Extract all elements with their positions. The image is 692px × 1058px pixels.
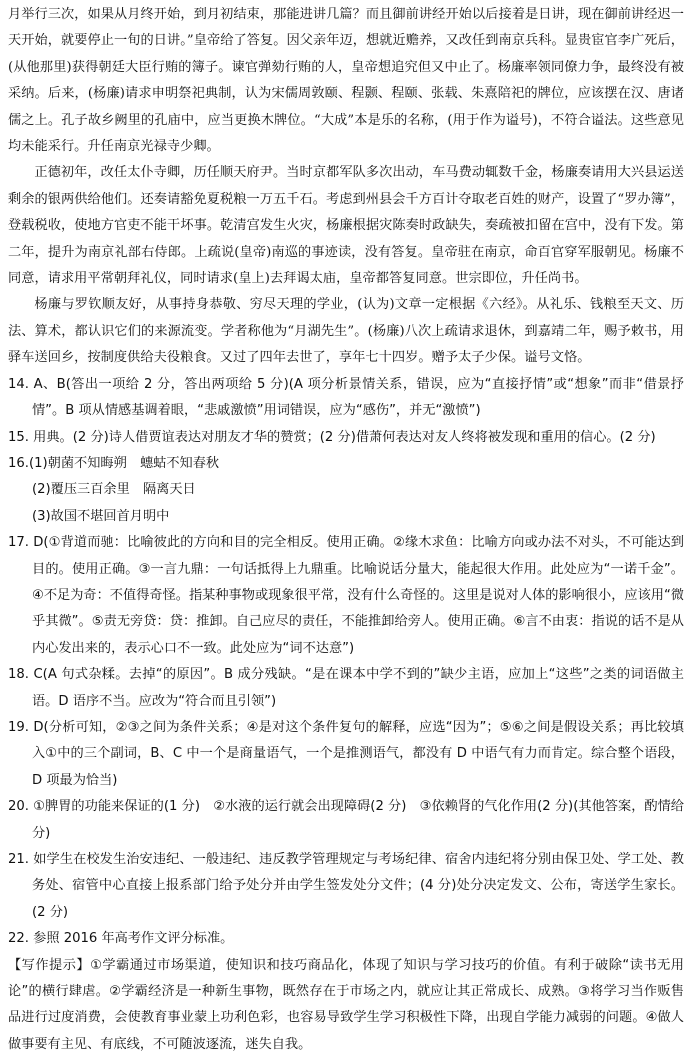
answer-21: 21. 如学生在校发生治安违纪、一般违纪、违反教学管理规定与考场纪律、宿舍内违纪将分别由保卫处、学工处、教务处、宿管中心直接上报系部门给予处分并由学生签发处分文件；(4 分)处分决定发文、公布，寄送学生家长。(2 分) <box>8 852 684 920</box>
answer-16-part-1: (1)朝菌不知晦朔 蟪蛄不知春秋 <box>28 455 220 471</box>
answer-14: 14. A、B(答出一项给 2 分，答出两项给 5 分)(A 项分析景情关系，错误，应为“直接抒情”或“想象”而非“借景抒情”。B 项从情感基调着眼，“悲戚激愤”用词错误，应为“感伤”，并无“激愤”) <box>8 376 684 419</box>
answer-16-part-2: (2)覆压三百余里 隔离天日 <box>32 482 196 498</box>
passage-paragraph-1: 月举行三次，如果从月终开始，到月初结束，那能进讲几篇？而且御前讲经开始以后接着是日讲，现在御前讲经迟一天开始，就要停止一旬的日讲。”皇帝给了答复。因父亲年迈，想就近赡养，又改任到南京兵科。显贵宦官李广死后，(从他那里)获得朝廷大臣行贿的簿子。谏官弹劾行贿的人，皇帝想追究但又中止了。杨廉率领同僚力争，最终没有被采纳。后来，(杨廉)请求申明祭祀典制，认为宋儒周敦颐、程颢、程颐、张载、朱熹陪祀的牌位，应该摆在汉、唐诸儒之上。孔子故乡阙里的孔庙中，应当更换木牌位。“大成”本是乐的名称，(用于作为谥号)，不符合谥法。这些意见均未能采行。升任南京光禄寺少卿。 <box>8 7 684 155</box>
answer-22-writing-tips: 【写作提示】①学霸通过市场渠道，使知识和技巧商品化，体现了知识与学习技巧的价值。有利于破除“读书无用论”的横行肆虐。②学霸经济是一种新生事物，既然存在于市场之内，就应让其正常成长、成熟。③将学习当作贩售品进行过度消费，会使教育事业蒙上功利色彩，也容易导致学生学习积极性下降，出现自学能力减弱的问题。④做人做事要有主见、有底线，不可随波逐流，迷失自我。 <box>8 957 684 1052</box>
answer-20: 20. ①脾胃的功能来保证的(1 分) ②水液的运行就会出现障碍(2 分) ③依赖肾的气化作用(2 分)(其他答案，酌情给分) <box>8 799 684 841</box>
passage-paragraph-2: 正德初年，改任太仆寺卿，历任顺天府尹。当时京都军队多次出动，车马费动辄数千金，杨廉奏请用大兴县运送剩余的银两供给他们。还奏请豁免夏税粮一万五千石。考虑到州县会千方百计夺取老百姓的财产，设置了“罗办簿”，登载税收，使地方官吏不能干坏事。乾清宫发生火灾，杨廉根据灾陈奏时政缺失，奏疏被扣留在宫中，没有下发。第二年，提升为南京礼部右侍郎。上疏说(皇帝)南巡的事迹读，没有答复。皇帝驻在南京，命百官穿军服朝见。杨廉不同意，请求用平常朝拜礼仪，同时请求(皇上)去拜谒太庙，皇帝都答复同意。世宗即位，升任尚书。 <box>8 165 684 287</box>
answer-16-title: 16. <box>8 455 29 471</box>
answer-19: 19. D(分析可知，②③之间为条件关系；④是对这个条件复句的解释，应选“因为”；⑤⑥之间是假设关系；再比较填入①中的三个副词，B、C 中一个是商量语气，一个是推测语气，都没有 D 中语气有力而肯定。综合整个语段，D 项最为恰当) <box>8 719 684 788</box>
passage-paragraph-3: 杨廉与罗钦顺友好，从事持身恭敬、穷尽天理的学业，(认为)文章一定根据《六经》。从礼乐、钱粮至天文、历法、算术，都认识它们的来源流变。学者称他为“月湖先生”。(杨廉)八次上疏请求退休，到嘉靖二年，赐予敕书，用驿车送回乡，按制度供给夫役粮食。又过了四年去世了，享年七十四岁。赠予太子少保。谥号文恪。 <box>8 297 684 366</box>
answer-18: 18. C(A 句式杂糅。去掉“的原因”。B 成分残缺。“是在课本中学不到的”缺少主语，应加上“这些”之类的词语做主语。D 语序不当。应改为“符合而且引领”) <box>8 667 684 709</box>
answer-16-number <box>8 451 684 477</box>
answer-17: 17. D(①背道而驰：比喻彼此的方向和目的完全相反。使用正确。②缘木求鱼：比喻方向或办法不对头，不可能达到目的。使用正确。③一言九鼎：一句话抵得上九鼎重。比喻说话分量大，能起很大作用。此处应为“一诺千金”。④不足为奇：不值得奇怪。指某种事物或现象很平常，没有什么奇怪的。这里是说对人体的影响很小，应该用“微乎其微”。⑤责无旁贷：贷：推卸。自己应尽的责任，不能推卸给旁人。使用正确。⑥言不由衷：指说的话不是从内心发出来的，表示心口不一致。此处应为“词不达意”) <box>8 535 684 656</box>
answer-22-title: 22. 参照 2016 年高考作文评分标准。 <box>8 931 234 947</box>
answer-16 <box>8 451 684 530</box>
answer-15: 15. 用典。(2 分)诗人借贾谊表达对朋友才华的赞赏；(2 分)借萧何表达对友人终将被发现和重用的信心。(2 分) <box>8 429 656 445</box>
answer-16-part-3: (3)故国不堪回首月明中 <box>32 508 170 524</box>
